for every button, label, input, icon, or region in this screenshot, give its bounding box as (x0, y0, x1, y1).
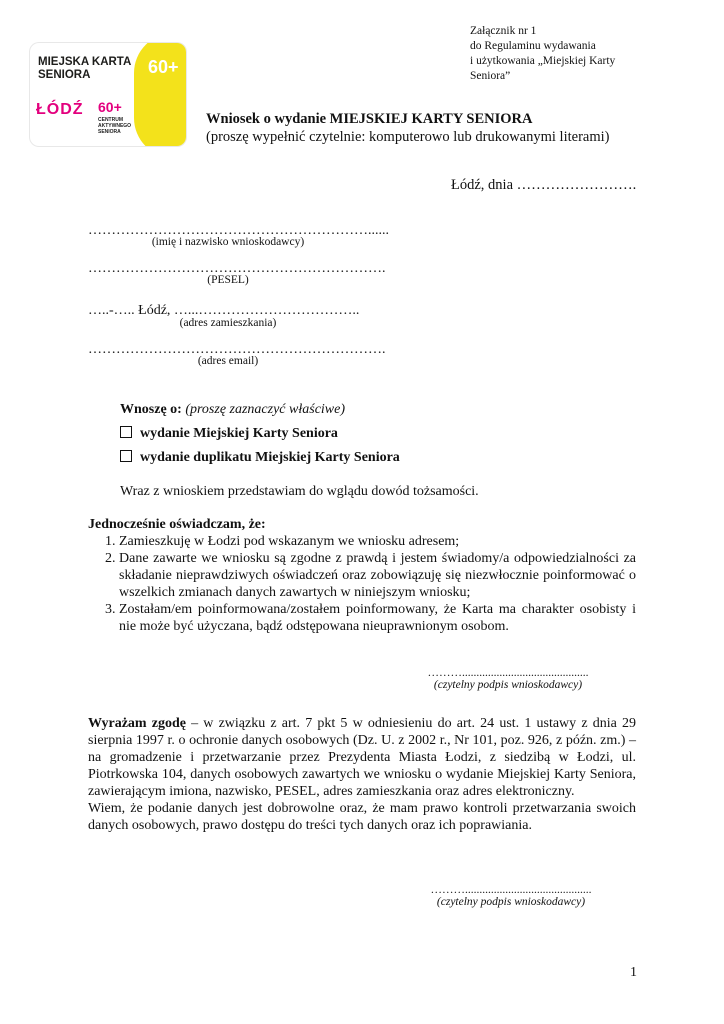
address-caption: (adres zamieszkania) (179, 317, 277, 329)
name-field[interactable]: ……………………………………………………...... (88, 223, 389, 238)
date-line: Łódź, dnia ……………………. (451, 177, 637, 193)
email-caption: (adres email) (197, 355, 259, 367)
consent-text-2: Wiem, że podanie danych jest dobrowolne oraz, że mam prawo kontroli przetwarzania swoich danych osobowych, prawo dostępu do treści tych danych oraz ich poprawiania. (88, 801, 636, 833)
email-field[interactable]: ………………………………………………………. (88, 342, 386, 357)
page-subtitle: (proszę wypełnić czytelnie: komputerowo lub drukowanymi literami) (206, 129, 610, 145)
signature-caption: (czytelny podpis wnioskodawcy) (433, 679, 583, 691)
declaration-item: 3. Zostałam/em poinformowana/zostałem poinformowany, że Karta ma charakter osobisty i nie może być użyczana, bądź odstępowana nieuprawnionym osobom. (119, 601, 636, 635)
senior-card-logo (30, 43, 186, 146)
logo-title (38, 56, 131, 82)
pesel-field[interactable]: ………………………………………………………. (88, 261, 386, 276)
attachment-line: do Regulaminu wydawania (470, 40, 596, 52)
consent-text: – w związku z art. 7 pkt 5 w odniesieniu do art. 24 ust. 1 ustawy z dnia 29 sierpnia 1997 r. o ochronie danych osobowych (Dz. U. z 2002 r., Nr 101, poz. 926, z późn. zm.) – na gromadzenie i przetwarzanie przez Prezydenta Miasta Łodzi, z siedzibą w Łodzi, ul. Piotrkowska 104, danych osobowych zawartych we wniosku o wydanie Miejskiej Karty Seniora, zawierającym imiona, nazwisko, PESEL, adres zamieszkania oraz adres elektroniczny. (88, 716, 636, 799)
pesel-caption: (PESEL) (207, 274, 249, 286)
logo-title-line1: MIEJSKA KARTA (38, 56, 132, 68)
option-duplicate-card-label: wydanie duplikatu Miejskiej Karty Seniora (140, 450, 400, 465)
page-number: 1 (630, 965, 637, 980)
signature-caption: (czytelny podpis wnioskodawcy) (436, 896, 586, 908)
center-logo-number: 60+ (98, 99, 122, 115)
form-title (206, 110, 609, 146)
declaration (88, 516, 636, 635)
checkbox-new-card[interactable] (120, 426, 132, 438)
declaration-heading: Jednocześnie oświadczam, że: (88, 517, 266, 532)
center-logo-text: CENTRUM AKTYWNEGO SENIORA (98, 117, 132, 135)
signature-line[interactable]: ………............................................ (430, 884, 592, 896)
consent-section (88, 715, 636, 834)
id-note: Wraz z wnioskiem przedstawiam do wglądu dowód tożsamości. (120, 484, 479, 499)
checkbox-duplicate-card[interactable] (120, 450, 132, 462)
signature-block-2 (416, 884, 606, 908)
attachment-line: Seniora” (470, 70, 511, 82)
address-field[interactable]: …..-….. Łódź, …...…………………………….. (88, 303, 360, 318)
attachment-note (470, 24, 690, 84)
declaration-list (88, 533, 636, 635)
signature-line[interactable]: ………............................................ (427, 667, 589, 679)
consent-lead: Wyrażam zgodę (88, 716, 186, 731)
request-hint: (proszę zaznaczyć właściwe) (185, 402, 346, 417)
lodz-logo: ŁÓDŹ (36, 101, 84, 118)
option-new-card-label: wydanie Miejskiej Karty Seniora (140, 426, 338, 441)
name-caption: (imię i nazwisko wnioskodawcy) (151, 236, 305, 248)
request-heading (120, 401, 345, 418)
signature-block-1 (413, 667, 603, 691)
request-label: Wnoszę o: (120, 402, 182, 417)
attachment-line: Załącznik nr 1 (470, 25, 537, 37)
declaration-item: 1. Zamieszkuję w Łodzi pod wskazanym we wniosku adresem; (119, 533, 636, 550)
logo-badge: 60+ (148, 57, 179, 77)
page-title: Wniosek o wydanie MIEJSKIEJ KARTY SENIORA (206, 111, 533, 127)
option-duplicate-card[interactable] (120, 449, 400, 466)
logo-title-line2: SENIORA (38, 69, 91, 81)
attachment-line: i użytkowania „Miejskiej Karty (470, 55, 616, 67)
declaration-item: 2. Dane zawarte we wniosku są zgodne z prawdą i jestem świadomy/a odpowiedzialności za składanie nieprawdziwych oświadczeń oraz zobowiązuję się niezwłocznie poinformować o wszelkich zmianach danych zawartych w niniejszym wniosku; (119, 550, 636, 601)
option-new-card[interactable] (120, 425, 338, 442)
